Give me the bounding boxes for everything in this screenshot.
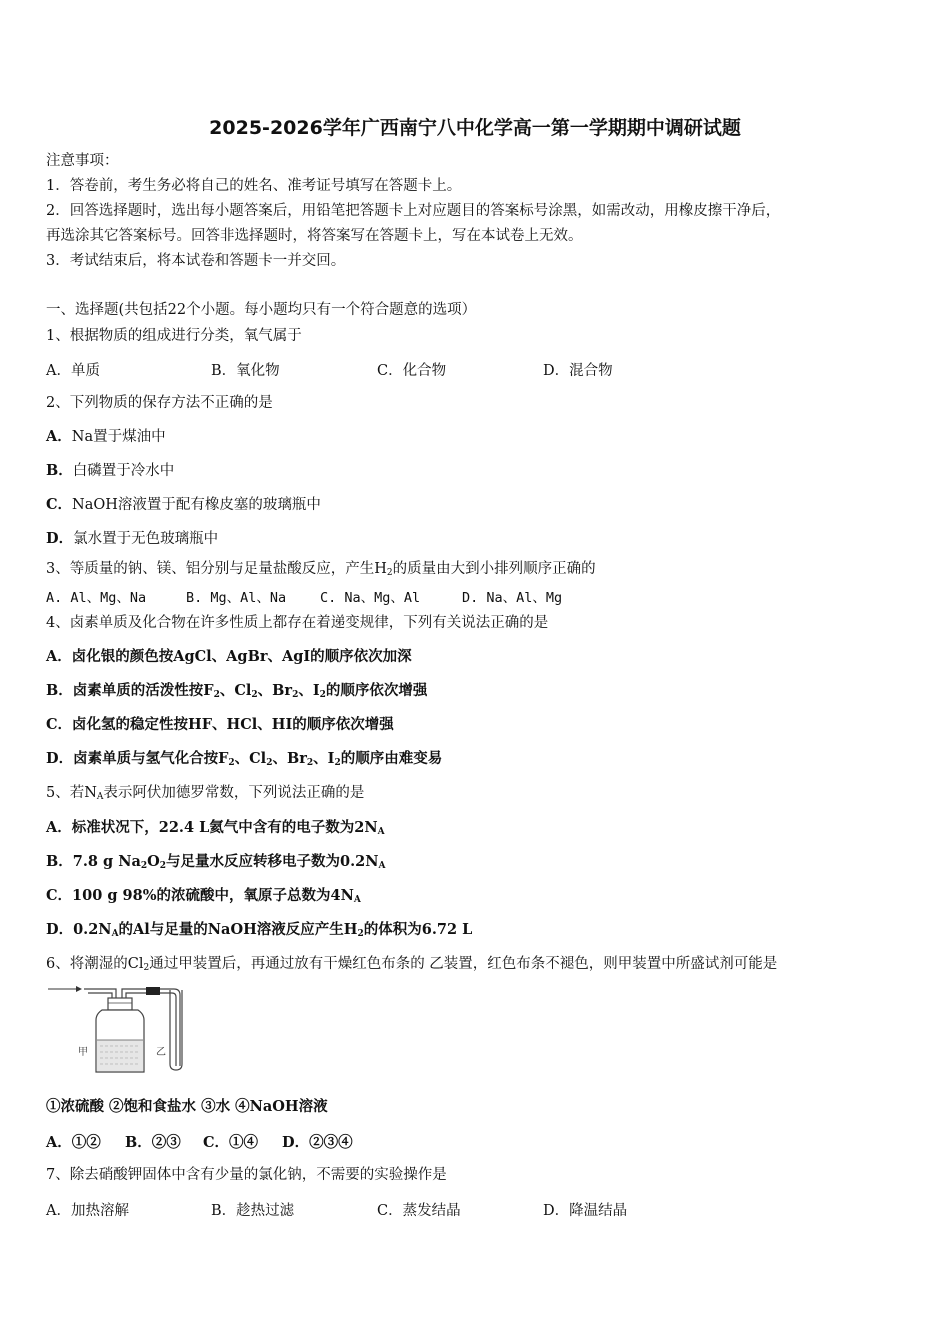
option-label: B． <box>46 462 73 479</box>
question-5-option-b <box>46 852 386 876</box>
option-text: 的Al与足量的NaOH溶液反应产生H <box>118 921 358 938</box>
section-heading: 一、选择题(共包括22个小题。每小题均只有一个符合题意的选项） <box>46 302 477 318</box>
element: Br <box>286 750 307 767</box>
subscript: 2 <box>228 758 235 768</box>
notice-heading: 注意事项： <box>46 153 119 169</box>
option-a: A．①② <box>46 1134 101 1151</box>
option-text: A．标准状况下，22.4 L氦气中含有的电子数为2N <box>46 819 378 836</box>
option-text: 的顺序由难变易 <box>340 750 443 767</box>
question-5-option-c <box>46 886 361 910</box>
question-2-stem: 2、下列物质的保存方法不正确的是 <box>46 395 273 411</box>
option-b: B．②③ <box>125 1134 181 1151</box>
stem-text: 表示阿伏加德罗常数，下列说法正确的是 <box>103 785 365 801</box>
separator: 、 <box>313 750 328 767</box>
option-text: C．100 g 98%的浓硫酸中，氧原子总数为4N <box>46 887 354 904</box>
stem-text: 3、等质量的钠、镁、铝分别与足量盐酸反应，产生H <box>46 561 387 577</box>
subscript: 2 <box>357 929 364 939</box>
option-a: A. Al、Mg、Na <box>46 590 147 606</box>
option-d: D．②③④ <box>282 1134 353 1151</box>
stem-text: 5、若N <box>46 785 97 801</box>
separator: 、 <box>219 682 235 699</box>
subscript: 2 <box>159 861 167 871</box>
option-d: D．混合物 <box>543 363 613 379</box>
subscript: A <box>96 792 104 802</box>
option-text: B．7.8 g Na <box>46 853 141 870</box>
question-6-stem <box>46 954 777 978</box>
question-3-stem <box>46 559 596 583</box>
subscript: A <box>353 895 361 905</box>
option-c: C. Na、Mg、Al <box>320 590 421 606</box>
option-text: 与足量水反应转移电子数为0.2N <box>166 853 379 870</box>
subscript: 2 <box>319 690 326 700</box>
option-text: D．卤素单质与氢气化合按F <box>46 750 229 767</box>
option-a: A．加热溶解 <box>46 1203 129 1219</box>
element: Cl <box>249 750 267 767</box>
subscript: 2 <box>140 861 148 871</box>
option-a: A．单质 <box>46 363 100 379</box>
question-4-option-b <box>46 681 427 705</box>
question-2-option-d <box>46 529 218 549</box>
notice-item: 2．回答选择题时，选出每小题答案后，用铅笔把答题卡上对应题目的答案标号涂黑，如需改动，用橡皮擦干净后， <box>46 203 781 219</box>
subscript: A <box>377 827 385 837</box>
stem-text: 6、将潮湿的Cl <box>46 956 144 972</box>
subscript: 2 <box>266 758 273 768</box>
page-title: 2025-2026学年广西南宁八中化学高一第一学期期中调研试题 <box>209 117 741 139</box>
stem-text: 的质量由大到小排列顺序正确的 <box>392 561 596 577</box>
option-text: 的体积为6.72 L <box>363 921 473 938</box>
element: Cl <box>234 682 252 699</box>
notice-item: 1．答卷前，考生务必将自己的姓名、准考证号填写在答题卡上。 <box>46 178 462 194</box>
option-c: C．①④ <box>203 1134 259 1151</box>
question-5-option-d <box>46 920 472 944</box>
option-c: C．化合物 <box>377 363 447 379</box>
label-yi: 乙 <box>156 1047 166 1058</box>
option-text: D．0.2N <box>46 921 112 938</box>
option-text: 氯水置于无色玻璃瓶中 <box>73 531 219 547</box>
subscript: 2 <box>292 690 299 700</box>
option-text: 白磷置于冷水中 <box>72 463 175 479</box>
question-5-stem <box>46 783 364 807</box>
label-jia: 甲 <box>78 1047 88 1058</box>
option-label: C． <box>46 496 73 513</box>
subscript: 2 <box>213 690 220 700</box>
question-2-option-a <box>46 427 166 447</box>
option-b: B．趁热过滤 <box>211 1203 295 1219</box>
option-text: 的顺序依次增强 <box>325 682 428 699</box>
subscript: 2 <box>143 963 150 973</box>
subscript: A <box>111 929 119 939</box>
element: I <box>327 750 335 767</box>
option-d: D. Na、Al、Mg <box>462 590 563 606</box>
option-b: B．氧化物 <box>211 363 280 379</box>
option-label: A． <box>46 428 72 445</box>
element: O <box>147 853 160 870</box>
subscript: 2 <box>386 568 393 578</box>
separator: 、 <box>272 750 287 767</box>
notice-item: 再选涂其它答案标号。回答非选择题时，将答案写在答题卡上，写在本试卷上无效。 <box>46 228 583 244</box>
question-4-option-d <box>46 749 442 773</box>
question-2-option-b <box>46 461 174 481</box>
question-1-stem: 1、根据物质的组成进行分类，氧气属于 <box>46 328 302 344</box>
element: I <box>312 682 320 699</box>
element: Br <box>272 682 293 699</box>
question-6-reagents: ①浓硫酸 ②饱和食盐水 ③水 ④NaOH溶液 <box>46 1098 328 1115</box>
question-2-option-c <box>46 495 321 515</box>
separator: 、 <box>234 750 250 767</box>
subscript: 2 <box>306 758 314 768</box>
question-4-stem: 4、卤素单质及化合物在许多性质上都存在着递变规律，下列有关说法正确的是 <box>46 615 549 631</box>
option-text: B．卤素单质的活泼性按F <box>46 682 214 699</box>
subscript: 2 <box>334 758 341 768</box>
question-7-stem: 7、除去硝酸钾固体中含有少量的氯化钠，不需要的实验操作是 <box>46 1167 447 1183</box>
option-text: Na置于煤油中 <box>71 429 166 445</box>
separator: 、 <box>298 682 313 699</box>
option-label: D． <box>46 530 74 547</box>
stem-text: 通过甲装置后，再通过放有干燥红色布条的 乙装置，红色布条不褪色，则甲装置中所盛试剂可能是 <box>149 956 778 972</box>
apparatus-diagram <box>46 982 196 1077</box>
separator: 、 <box>257 682 273 699</box>
option-c: C．蒸发结晶 <box>377 1203 461 1219</box>
option-d: D．降温结晶 <box>543 1203 628 1219</box>
notice-item: 3．考试结束后，将本试卷和答题卡一并交回。 <box>46 253 346 269</box>
question-5-option-a <box>46 818 385 842</box>
question-4-option-c: C．卤化氢的稳定性按HF、HCl、HI的顺序依次增强 <box>46 716 394 733</box>
option-b: B. Mg、Al、Na <box>186 590 287 606</box>
question-4-option-a: A．卤化银的颜色按AgCl、AgBr、AgI的顺序依次加深 <box>46 648 412 665</box>
subscript: A <box>378 861 386 871</box>
option-text: NaOH溶液置于配有橡皮塞的玻璃瓶中 <box>72 497 321 513</box>
subscript: 2 <box>251 690 258 700</box>
